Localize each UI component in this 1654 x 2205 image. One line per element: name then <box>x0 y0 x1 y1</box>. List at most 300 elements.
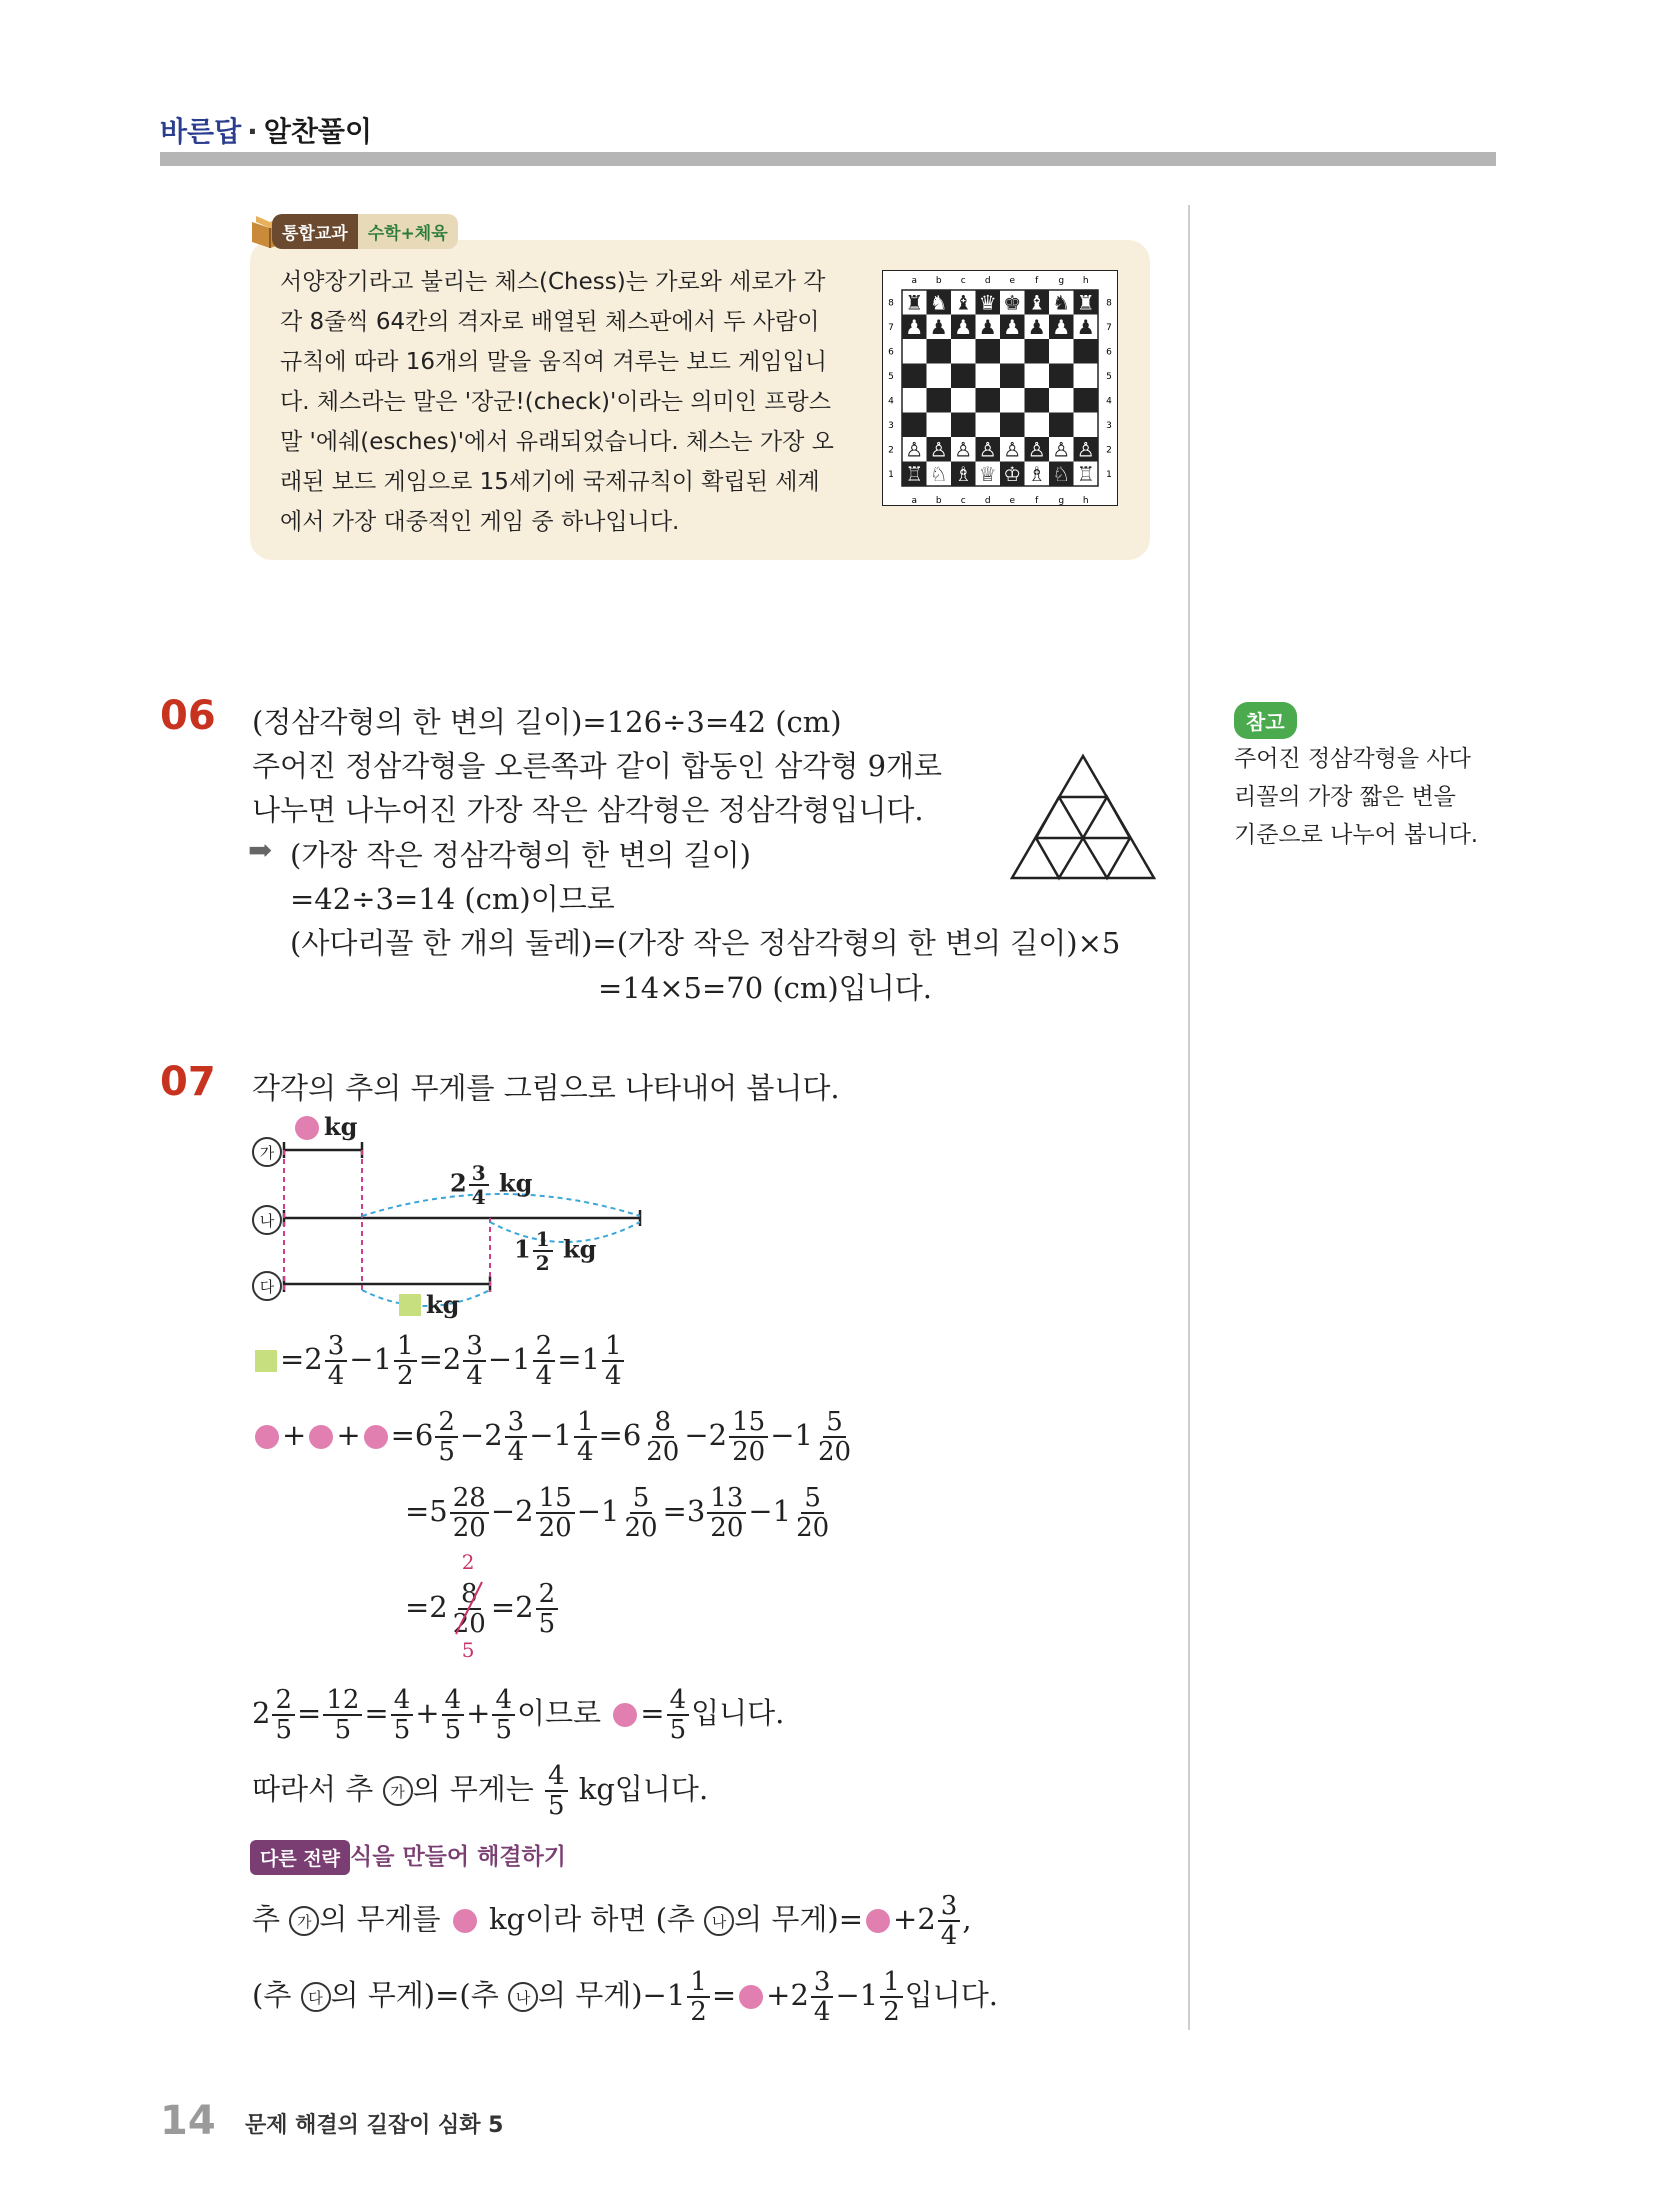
fraction <box>707 1484 746 1542</box>
numerator: 1 <box>574 1408 597 1438</box>
fraction <box>533 1228 553 1274</box>
chess-piece-icon: ♝ <box>954 290 973 315</box>
board-square <box>1049 388 1074 413</box>
denominator: 2 <box>883 1997 900 2027</box>
numerator: 4 <box>545 1762 568 1792</box>
board-square <box>1025 388 1050 413</box>
fraction <box>536 1484 575 1542</box>
pink-circle-icon <box>739 1985 763 2009</box>
eq-text: =3 <box>662 1494 706 1528</box>
chess-piece-icon: ♙ <box>1027 437 1046 462</box>
denominator: 2 <box>397 1361 414 1391</box>
chess-piece-icon: ♙ <box>905 437 924 462</box>
reduced-denominator: 5 <box>461 1638 475 1662</box>
chess-piece-icon: ♟ <box>1003 314 1022 339</box>
eq-text: + <box>466 1696 491 1730</box>
chess-piece-icon: ♚ <box>1003 290 1022 315</box>
denominator: 5 <box>548 1791 565 1821</box>
chess-piece-icon: ♙ <box>1003 437 1022 462</box>
board-rank-label: 4 <box>1106 396 1112 407</box>
denominator: 4 <box>507 1437 525 1467</box>
eq-text: −1 <box>349 1342 393 1376</box>
fraction <box>492 1686 515 1744</box>
board-square <box>1025 413 1050 438</box>
denominator: 4 <box>466 1361 483 1391</box>
board-square <box>1074 339 1099 364</box>
fraction <box>442 1686 465 1744</box>
board-square <box>1049 364 1074 389</box>
board-square <box>902 364 927 389</box>
eq-text: −2 <box>684 1418 728 1452</box>
chess-piece-icon: ♟ <box>1076 314 1095 339</box>
fraction <box>545 1762 568 1820</box>
denominator: 20 <box>452 1513 486 1543</box>
board-square <box>1000 339 1025 364</box>
numerator: 3 <box>505 1408 528 1438</box>
eq-text: 의 무게는 <box>412 1772 534 1806</box>
board-square <box>902 339 927 364</box>
fraction <box>687 1968 710 2026</box>
chess-piece-icon: ♔ <box>1003 461 1022 486</box>
denominator: 4 <box>604 1361 622 1391</box>
q06-line-6: (사다리꼴 한 개의 둘레)=(가장 작은 정삼각형의 한 변의 길이)×5 <box>290 926 1121 960</box>
board-rank-label: 8 <box>1106 298 1112 309</box>
fraction <box>880 1968 903 2026</box>
header-title: 바른답 <box>160 115 242 148</box>
chess-piece-icon: ♟ <box>978 314 997 339</box>
chess-piece-icon: ♞ <box>1052 290 1071 315</box>
denominator: 20 <box>732 1437 766 1467</box>
chessboard-image <box>882 270 1118 506</box>
board-square <box>976 388 1001 413</box>
fraction <box>815 1408 854 1466</box>
chess-piece-icon: ♘ <box>1052 461 1071 486</box>
book-title: 문제 해결의 길잡이 심화 5 <box>245 2113 504 2138</box>
board-file-label: f <box>1035 276 1039 286</box>
board-file-label: b <box>935 276 942 286</box>
denominator: 4 <box>535 1361 553 1391</box>
numerator: 2 <box>435 1408 458 1438</box>
kg-unit: kg <box>324 1112 358 1141</box>
label-na: 나 <box>508 1982 538 2012</box>
board-rank-label: 5 <box>888 371 894 382</box>
label-na: 나 <box>704 1906 734 1936</box>
eq-text: = <box>711 1978 737 2012</box>
eq-text: =2 <box>405 1590 448 1624</box>
board-square <box>927 364 952 389</box>
numerator: 1 <box>394 1332 417 1362</box>
label-ga: 가 <box>289 1906 319 1936</box>
eq-text: 2 <box>252 1696 271 1730</box>
chess-piece-icon: ♜ <box>905 290 924 315</box>
fraction <box>602 1332 625 1390</box>
numerator: 5 <box>801 1484 824 1514</box>
board-square <box>951 364 976 389</box>
board-rank-label: 5 <box>1106 371 1112 382</box>
numerator: 3 <box>938 1892 961 1922</box>
denominator: 5 <box>669 1715 687 1745</box>
eq-text: 입니다. <box>691 1696 785 1730</box>
chess-piece-icon: ♜ <box>1076 290 1095 315</box>
denominator: 20 <box>646 1437 680 1467</box>
eq-text: =6 <box>598 1418 642 1452</box>
page-header <box>160 110 372 150</box>
whole-part: 1 <box>514 1234 531 1264</box>
equation-7 <box>252 1892 972 1950</box>
board-file-label: h <box>1082 496 1089 506</box>
board-square <box>1000 413 1025 438</box>
fraction <box>323 1686 362 1744</box>
header-bar <box>160 152 1496 166</box>
header-separator: · <box>247 115 258 148</box>
eq-text: −1 <box>529 1418 572 1452</box>
numerator: 1 <box>533 1228 553 1252</box>
eq-text: =2 <box>418 1342 462 1376</box>
equation-8 <box>252 1968 998 2026</box>
chess-piece-icon: ♟ <box>1027 314 1046 339</box>
eq-text: = <box>297 1696 322 1730</box>
arrow-icon: ➡ <box>248 833 273 867</box>
eq-text: 의 무게)−1 <box>537 1978 686 2012</box>
fraction <box>505 1408 528 1466</box>
board-square <box>902 388 927 413</box>
fraction <box>533 1332 556 1390</box>
chess-piece-icon: ♕ <box>978 461 997 486</box>
cancelled-fraction <box>448 1550 491 1662</box>
pink-circle-icon <box>453 1909 477 1933</box>
reduced-numerator: 2 <box>461 1550 475 1574</box>
board-square <box>1025 339 1050 364</box>
strategy-text: 식을 만들어 해결하기 <box>350 1844 566 1870</box>
numerator: 12 <box>323 1686 362 1716</box>
board-square <box>927 339 952 364</box>
eq-text: −1 <box>487 1342 531 1376</box>
board-square <box>1074 413 1099 438</box>
pink-circle-icon <box>866 1909 890 1933</box>
chess-piece-icon: ♝ <box>1027 290 1046 315</box>
board-square <box>1049 413 1074 438</box>
subject-tag-primary: 통합교과 <box>272 214 358 249</box>
eq-text: = <box>640 1696 665 1730</box>
denominator: 2 <box>690 1997 707 2027</box>
board-rank-label: 6 <box>888 347 894 358</box>
denominator: 2 <box>535 1251 550 1275</box>
eq-text: + <box>282 1418 307 1452</box>
board-file-label: h <box>1082 276 1089 286</box>
denominator: 20 <box>817 1437 852 1467</box>
numerator: 3 <box>325 1332 348 1362</box>
board-square <box>927 388 952 413</box>
pink-circle-icon <box>364 1425 388 1449</box>
numerator: 3 <box>463 1332 486 1362</box>
numerator: 3 <box>811 1968 834 1998</box>
question-number-07: 07 <box>160 1059 216 1105</box>
denominator: 5 <box>275 1715 292 1745</box>
numerator: 5 <box>823 1408 846 1438</box>
info-text: 서양장기라고 불리는 체스(Chess)는 가로와 세로가 각 각 8줄씩 64칸의 격자로 배열된 체스판에서 두 사람이 규칙에 따라 16개의 말을 움직여 겨루는 보드 게임입니 다. 체스라는 말은 '장군!(check)'이라는 의미인 프랑스 말 '에쉐(esches)'에서 유래되었습니다. 체스는 가장 오 래된 보드 게임으로 15세기에 국제규칙이 확립된 세계 에서 가장 대중적인 게임 중 하나입니다. <box>280 269 834 535</box>
eq-text: kg이라 하면 (추 <box>488 1902 695 1936</box>
numerator: 2 <box>536 1580 559 1610</box>
eq-text: 의 무게)= <box>734 1902 864 1936</box>
fraction <box>450 1484 489 1542</box>
eq-text: =1 <box>557 1342 600 1376</box>
eq-text: −1 <box>576 1494 620 1528</box>
eq-text: =2 <box>490 1590 534 1624</box>
subject-tag-secondary: 수학+체육 <box>358 214 458 249</box>
whole-part: 2 <box>450 1168 467 1198</box>
board-square <box>1000 364 1025 389</box>
chess-piece-icon: ♟ <box>905 314 924 339</box>
q06-line-2: 주어진 정삼각형을 오른쪽과 같이 합동인 삼각형 9개로 <box>252 749 943 783</box>
fraction <box>643 1408 682 1466</box>
numerator: 8 <box>458 1580 481 1610</box>
eq-text: −2 <box>490 1494 534 1528</box>
numerator: 5 <box>630 1484 653 1514</box>
board-square <box>951 339 976 364</box>
board-square <box>1074 388 1099 413</box>
denominator: 20 <box>624 1513 658 1543</box>
denominator: 4 <box>576 1437 594 1467</box>
header-subtitle: 알찬풀이 <box>263 115 372 148</box>
triangle-figure <box>1008 752 1158 882</box>
board-file-label: e <box>1009 496 1016 506</box>
fraction <box>938 1892 961 1950</box>
board-file-label: g <box>1058 496 1065 506</box>
board-square <box>1000 388 1025 413</box>
equation-2 <box>252 1408 856 1466</box>
denominator: 4 <box>813 1997 831 2027</box>
board-square <box>1049 339 1074 364</box>
denominator: 4 <box>940 1921 958 1951</box>
board-square <box>902 413 927 438</box>
board-rank-label: 4 <box>888 396 894 407</box>
eq-text: =2 <box>280 1342 323 1376</box>
board-rank-label: 7 <box>1106 322 1112 333</box>
fraction <box>574 1408 597 1466</box>
numerator: 2 <box>272 1686 295 1716</box>
board-rank-label: 2 <box>1106 445 1112 456</box>
chess-piece-icon: ♙ <box>954 437 973 462</box>
board-rank-label: 2 <box>888 445 894 456</box>
weight-diagram-lines <box>252 1112 672 1322</box>
green-square-icon <box>255 1350 277 1372</box>
board-rank-label: 1 <box>888 469 894 480</box>
q06-line-4: (가장 작은 정삼각형의 한 변의 길이) <box>290 838 751 872</box>
numerator: 15 <box>729 1408 768 1438</box>
q06-line-1: (정삼각형의 한 변의 길이)=126÷3=42 (cm) <box>252 705 842 739</box>
board-file-label: d <box>984 276 991 286</box>
numerator: 28 <box>450 1484 489 1514</box>
eq-text: kg입니다. <box>578 1772 709 1806</box>
fraction <box>621 1484 660 1542</box>
eq-text: (추 <box>252 1978 292 2012</box>
eq-text: , <box>962 1902 972 1936</box>
eq-text: =6 <box>390 1418 434 1452</box>
chess-piece-icon: ♗ <box>1027 461 1046 486</box>
denominator: 5 <box>438 1437 455 1467</box>
board-rank-label: 3 <box>1106 420 1112 431</box>
chess-piece-icon: ♞ <box>929 290 948 315</box>
board-square <box>976 339 1001 364</box>
eq-text: 이므로 <box>516 1696 602 1730</box>
eq-text: 추 <box>252 1902 281 1936</box>
numerator: 4 <box>442 1686 465 1716</box>
board-file-label: c <box>960 276 966 286</box>
chess-piece-icon: ♙ <box>929 437 948 462</box>
numerator: 13 <box>707 1484 746 1514</box>
subject-tag <box>272 213 458 249</box>
equation-4 <box>405 1550 560 1662</box>
cancel-strike <box>452 1576 486 1640</box>
numerator: 4 <box>391 1686 414 1716</box>
eq-text: +2 <box>893 1902 936 1936</box>
label-1-1-2-kg <box>514 1228 596 1274</box>
equation-1 <box>252 1332 626 1390</box>
chess-piece-icon: ♟ <box>954 314 973 339</box>
green-square-icon <box>399 1294 421 1316</box>
denominator: 4 <box>471 1185 486 1209</box>
denominator: 5 <box>538 1609 556 1639</box>
pink-circle-icon <box>255 1425 279 1449</box>
board-file-label: a <box>911 496 918 506</box>
fraction <box>391 1686 414 1744</box>
question-number-06: 06 <box>160 693 216 739</box>
q06-line-5: =42÷3=14 (cm)이므로 <box>290 882 615 916</box>
board-file-label: a <box>911 276 918 286</box>
denominator: 20 <box>538 1513 572 1543</box>
chess-piece-icon: ♙ <box>1052 437 1071 462</box>
board-rank-label: 1 <box>1106 469 1112 480</box>
board-file-label: b <box>935 496 942 506</box>
board-rank-label: 6 <box>1106 347 1112 358</box>
q07-line-1: 각각의 추의 무게를 그림으로 나타내어 봅니다. <box>252 1071 840 1105</box>
eq-text: + <box>415 1696 440 1730</box>
equation-3 <box>405 1484 834 1542</box>
denominator: 5 <box>393 1715 411 1745</box>
page-number: 14 <box>160 2098 216 2144</box>
board-file-label: c <box>960 496 966 506</box>
board-file-label: d <box>984 496 991 506</box>
note-tag: 참고 <box>1234 702 1297 739</box>
fraction <box>394 1332 417 1390</box>
eq-text: =5 <box>405 1494 448 1528</box>
board-square <box>1074 364 1099 389</box>
eq-text: 입니다. <box>904 1978 999 2012</box>
q06-line-3: 나누면 나누어진 가장 작은 삼각형은 정삼각형입니다. <box>252 793 924 827</box>
weight-diagram <box>252 1112 672 1322</box>
fraction <box>435 1408 458 1466</box>
board-file-label: g <box>1058 276 1065 286</box>
fraction <box>325 1332 348 1390</box>
chess-piece-icon: ♙ <box>978 437 997 462</box>
board-square <box>951 413 976 438</box>
q06-line-7: =14×5=70 (cm)입니다. <box>598 971 932 1005</box>
fraction <box>667 1686 690 1744</box>
note-text: 주어진 정삼각형을 사다 리꼴의 가장 짧은 변을 기준으로 나누어 봅니다. <box>1234 746 1479 848</box>
fraction <box>536 1580 559 1638</box>
board-square <box>1025 364 1050 389</box>
chess-piece-icon: ♖ <box>1076 461 1095 486</box>
board-rank-label: 8 <box>888 298 894 309</box>
numerator: 2 <box>533 1332 556 1362</box>
numerator: 4 <box>492 1686 515 1716</box>
chess-piece-icon: ♙ <box>1076 437 1095 462</box>
eq-text: + <box>336 1418 361 1452</box>
label-2-3-4-kg <box>450 1162 532 1208</box>
board-square <box>976 364 1001 389</box>
board-file-label: e <box>1009 276 1016 286</box>
eq-text: +2 <box>766 1978 809 2012</box>
equation-5 <box>252 1686 784 1744</box>
column-divider <box>1188 205 1190 2030</box>
label-ga: 가 <box>252 1137 282 1167</box>
denominator: 4 <box>327 1361 345 1391</box>
board-rank-label: 3 <box>888 420 894 431</box>
pink-circle-icon <box>613 1703 637 1727</box>
board-rank-label: 7 <box>888 322 894 333</box>
fraction <box>463 1332 486 1390</box>
kg-unit: kg <box>426 1290 460 1319</box>
numerator: 3 <box>469 1162 489 1186</box>
fraction <box>272 1686 295 1744</box>
label-na: 나 <box>252 1205 282 1235</box>
label-da: 다 <box>301 1982 331 2012</box>
chess-piece-icon: ♛ <box>978 290 997 315</box>
board-square <box>927 413 952 438</box>
strategy-tag: 다른 전략 <box>250 1840 350 1875</box>
eq-text: −1 <box>770 1418 813 1452</box>
numerator: 1 <box>880 1968 903 1998</box>
denominator: 5 <box>444 1715 462 1745</box>
denominator: 5 <box>495 1715 512 1745</box>
denominator: 20 <box>796 1513 830 1543</box>
eq-text: = <box>364 1696 389 1730</box>
numerator: 4 <box>667 1686 690 1716</box>
fraction <box>811 1968 834 2026</box>
chess-piece-icon: ♗ <box>954 461 973 486</box>
numerator: 1 <box>602 1332 625 1362</box>
eq-text: 따라서 추 <box>252 1772 374 1806</box>
pink-circle-icon <box>309 1425 333 1449</box>
denominator: 5 <box>334 1715 352 1745</box>
board-file-label: f <box>1035 496 1039 506</box>
chess-piece-icon: ♟ <box>1052 314 1071 339</box>
chess-piece-icon: ♘ <box>929 461 948 486</box>
numerator: 1 <box>687 1968 710 1998</box>
eq-text: −1 <box>748 1494 792 1528</box>
eq-text: 의 무게를 <box>319 1902 441 1936</box>
chess-piece-icon: ♖ <box>905 461 924 486</box>
denominator: 20 <box>710 1513 744 1543</box>
label-da: 다 <box>252 1271 282 1301</box>
eq-text: 의 무게)=(추 <box>330 1978 499 2012</box>
numerator: 15 <box>536 1484 575 1514</box>
pink-circle-icon <box>295 1116 319 1140</box>
kg-unit: kg <box>562 1234 597 1264</box>
fraction <box>729 1408 768 1466</box>
fraction <box>469 1162 489 1208</box>
eq-text: −2 <box>459 1418 503 1452</box>
kg-unit: kg <box>498 1168 533 1198</box>
equation-6 <box>252 1762 708 1820</box>
numerator: 8 <box>652 1408 675 1438</box>
board-square <box>951 388 976 413</box>
chess-piece-icon: ♟ <box>929 314 948 339</box>
label-ga: 가 <box>383 1776 413 1806</box>
fraction <box>793 1484 832 1542</box>
eq-text: −1 <box>835 1978 879 2012</box>
denominator: 20 <box>452 1609 486 1639</box>
